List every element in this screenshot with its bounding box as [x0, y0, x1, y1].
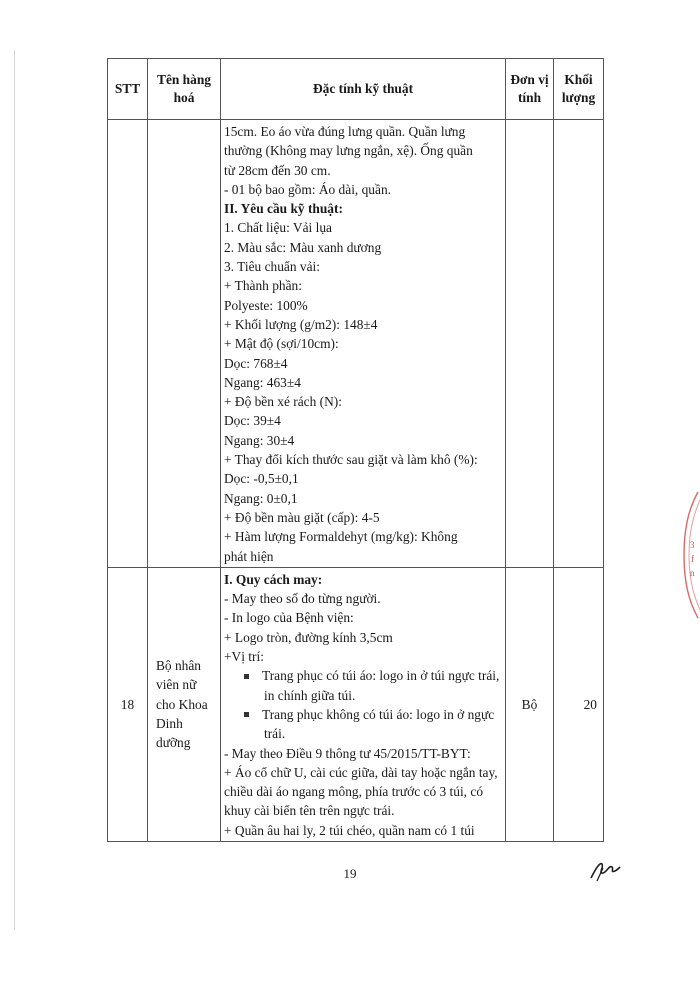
- spec-line: - May theo Điều 9 thông tư 45/2015/TT-BYT:: [224, 745, 471, 761]
- spec-section-heading: I. Quy cách may:: [224, 571, 323, 587]
- header-stt: STT: [108, 59, 148, 120]
- spec-line: + Thành phần:: [224, 278, 302, 294]
- continued-unit-cell: [506, 120, 554, 568]
- spec-line: - May theo số đo từng người.: [224, 591, 381, 607]
- spec-line: + Độ bền xé rách (N):: [224, 394, 342, 410]
- row18-stt: 18: [108, 567, 148, 841]
- continued-stt-cell: [108, 120, 148, 568]
- spec-line: Ngang: 30±4: [224, 432, 295, 448]
- table-row-18: [108, 567, 604, 841]
- spec-line: từ 28cm đến 30 cm.: [224, 162, 331, 178]
- spec-line: 15cm. Eo áo vừa đúng lưng quần. Quần lưng: [224, 124, 466, 139]
- header-spec: Đặc tính kỹ thuật: [221, 59, 506, 120]
- continued-spec-cell: [221, 120, 506, 568]
- spec-line: + Thay đổi kích thước sau giặt và làm khô (%):: [224, 452, 478, 468]
- spec-line: - In logo của Bệnh viện:: [224, 610, 354, 626]
- row18-qty: 20: [554, 567, 604, 841]
- spec-line: + Mật độ (sợi/10cm):: [224, 336, 339, 352]
- spec-line: Dọc: -0,5±0,1: [224, 471, 299, 487]
- spec-line: 3. Tiêu chuẩn vải:: [224, 259, 320, 275]
- red-stamp-edge: [676, 490, 700, 620]
- spec-line: Polyeste: 100%: [224, 297, 308, 313]
- continued-name-cell: [148, 120, 221, 568]
- signature-mark: [588, 856, 622, 884]
- spec-line: + Khối lượng (g/m2): 148±4: [224, 316, 378, 332]
- spec-line: + Hàm lượng Formaldehyt (mg/kg): Không: [224, 529, 458, 545]
- spec-line: - 01 bộ bao gồm: Áo dài, quần.: [224, 181, 391, 197]
- table-row-continued: [108, 120, 604, 568]
- svg-text:3: 3: [690, 540, 695, 550]
- bullet-text: Trang phục có túi áo: logo in ở túi ngực trái, in chính giữa túi.: [262, 668, 503, 703]
- spec-line: thường (Không may lưng ngắn, xệ). Ống quần: [224, 143, 473, 159]
- spec-table: [107, 58, 604, 842]
- spec-line: + Quần âu hai ly, 2 túi chéo, quần nam có 1 túi: [224, 822, 475, 838]
- continued-qty-cell: [554, 120, 604, 568]
- spec-line: + Độ bền màu giặt (cấp): 4-5: [224, 509, 380, 525]
- row18-spec-cell: [221, 567, 506, 841]
- header-unit: Đơn vị tính: [506, 59, 554, 120]
- bullet-item: [224, 666, 501, 705]
- spec-line: + Logo tròn, đường kính 3,5cm: [224, 629, 393, 645]
- spec-line: 2. Màu sắc: Màu xanh dương: [224, 239, 382, 255]
- square-bullet-icon: [244, 674, 249, 679]
- svg-text:f: f: [691, 554, 694, 564]
- square-bullet-icon: [244, 712, 249, 717]
- spec-line: 1. Chất liệu: Vải lụa: [224, 220, 332, 236]
- page-number: 19: [343, 866, 357, 881]
- header-name: Tên hàng hoá: [148, 59, 221, 120]
- header-qty: Khối lượng: [554, 59, 604, 120]
- svg-text:n: n: [690, 568, 695, 578]
- row18-unit: Bộ: [506, 567, 554, 841]
- spec-line: Dọc: 39±4: [224, 413, 281, 429]
- spec-section-heading: II. Yêu cầu kỹ thuật:: [224, 201, 343, 217]
- spec-line: Dọc: 768±4: [224, 355, 288, 371]
- page-margin-rule: [14, 50, 15, 930]
- spec-line: phát hiện: [224, 548, 274, 564]
- spec-line: + Áo cổ chữ U, cài cúc giữa, dài tay hoặc ngắn tay, chiều dài áo ngang mông, phía trước có 3 túi, có khuy cài biển tên trên ngực trái.: [224, 764, 502, 819]
- bullet-item: [224, 705, 501, 744]
- spec-line: Ngang: 0±0,1: [224, 490, 298, 506]
- bullet-text: Trang phục không có túi áo: logo in ở ngực trái.: [262, 706, 498, 742]
- spec-line: +Vị trí:: [224, 649, 264, 665]
- table-header-row: [108, 59, 604, 120]
- spec-line: Ngang: 463±4: [224, 374, 301, 390]
- row18-name: Bộ nhân viên nữ cho Khoa Dinh dưỡng: [148, 567, 221, 841]
